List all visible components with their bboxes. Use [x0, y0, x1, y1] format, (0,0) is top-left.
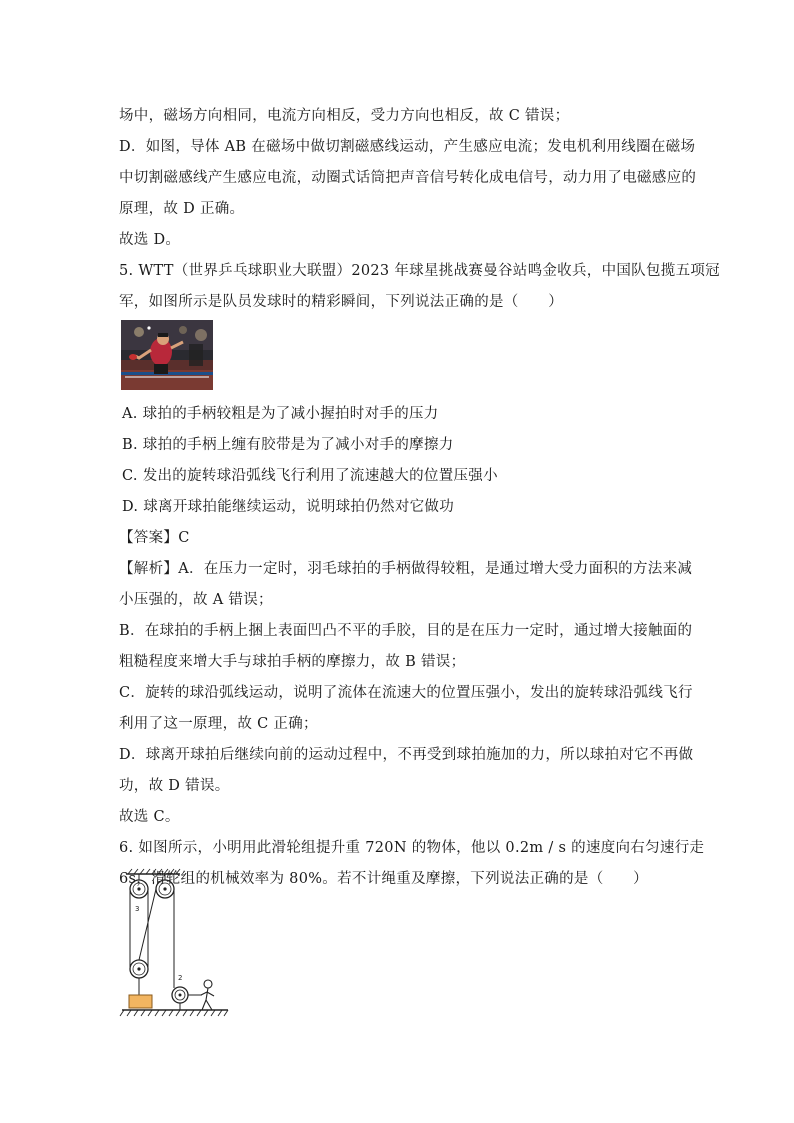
analysis-line: C．旋转的球沿弧线运动，说明了流体在流速大的位置压强小，发出的旋转球沿弧线飞行: [119, 685, 693, 701]
analysis-line: 利用了这一原理，故 C 正确；: [119, 716, 318, 732]
pulley-label: 2: [178, 974, 183, 982]
pulley-system-figure: [118, 868, 234, 1022]
analysis-line: 故选 C。: [119, 809, 180, 825]
text-line: 原理，故 D 正确。: [119, 201, 245, 217]
text-line: D．如图，导体 AB 在磁场中做切割磁感线运动，产生感应电流；发电机利用线圈在磁场: [119, 139, 696, 155]
question-6-stem: 6s，滑轮组的机械效率为 80%。若不计绳重及摩擦，下列说法正确的是（ ）: [119, 871, 648, 887]
text-line: 故选 D。: [119, 232, 181, 248]
analysis-line: 小压强的，故 A 错误；: [119, 592, 273, 608]
pulley-diagram: [118, 868, 234, 1022]
question-5-stem: 5. WTT（世界乒乓球职业大联盟）2023 年球星挑战赛曼谷站鸣金收兵，中国队包揽五项冠: [119, 263, 720, 279]
option-d: D. 球离开球拍能继续运动，说明球拍仍然对它做功: [122, 499, 455, 515]
analysis-line: 【解析】A．在压力一定时，羽毛球拍的手柄做得较粗，是通过增大受力面积的方法来减: [119, 561, 693, 577]
option-b: B. 球拍的手柄上缠有胶带是为了减小对手的摩擦力: [122, 437, 454, 453]
table-tennis-player-image: [121, 320, 213, 390]
option-c: C. 发出的旋转球沿弧线飞行利用了流速越大的位置压强小: [122, 468, 498, 484]
table-tennis-photo: [121, 320, 213, 390]
option-a: A. 球拍的手柄较粗是为了减小握拍时对手的压力: [122, 406, 439, 422]
question-5-stem: 军，如图所示是队员发球时的精彩瞬间，下列说法正确的是（ ）: [119, 294, 563, 310]
pulley-label: 3: [135, 905, 140, 913]
question-6-stem: 6. 如图所示，小明用此滑轮组提升重 720N 的物体，他以 0.2m / s 的速度向右匀速行走: [119, 840, 705, 856]
answer-line: 【答案】C: [119, 530, 190, 546]
analysis-line: D．球离开球拍后继续向前的运动过程中，不再受到球拍施加的力，所以球拍对它不再做: [119, 747, 694, 763]
text-line: 场中，磁场方向相同，电流方向相反，受力方向也相反，故 C 错误；: [119, 108, 570, 124]
analysis-line: 粗糙程度来增大手与球拍手柄的摩擦力，故 B 错误；: [119, 654, 466, 670]
analysis-line: 功，故 D 错误。: [119, 778, 230, 794]
text-line: 中切割磁感线产生感应电流，动圈式话筒把声音信号转化成电信号，动力用了电磁感应的: [119, 170, 697, 186]
analysis-line: B．在球拍的手柄上捆上表面凹凸不平的手胶，目的是在压力一定时，通过增大接触面的: [119, 623, 693, 639]
